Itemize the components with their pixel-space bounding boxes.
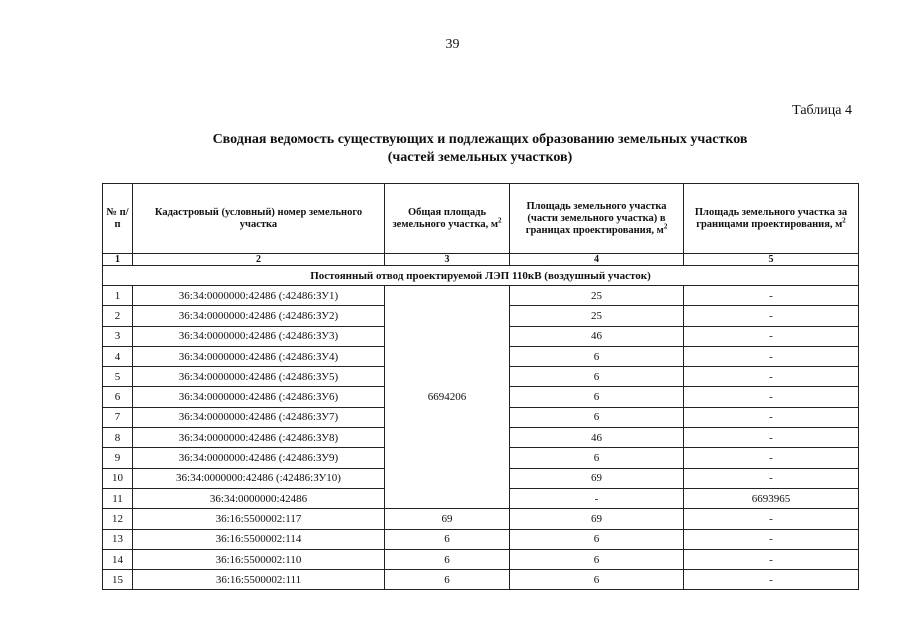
header-area-inside-text: Площадь земельного участка (части земельного участка) в границах проектирования, м <box>525 200 667 236</box>
cadastral-number: 36:34:0000000:42486 (:42486:ЗУ8) <box>133 428 385 448</box>
cadastral-number: 36:16:5500002:114 <box>133 529 385 549</box>
area-outside: - <box>684 326 859 346</box>
row-index: 14 <box>103 549 133 569</box>
row-index: 11 <box>103 488 133 508</box>
area-outside: - <box>684 570 859 590</box>
area-inside: 6 <box>510 387 684 407</box>
document-title <box>60 131 900 167</box>
row-index: 12 <box>103 509 133 529</box>
row-index: 15 <box>103 570 133 590</box>
area-outside: - <box>684 468 859 488</box>
area-outside: - <box>684 346 859 366</box>
table-row <box>103 286 859 306</box>
area-outside: - <box>684 509 859 529</box>
area-inside: 6 <box>510 346 684 366</box>
area-outside: - <box>684 387 859 407</box>
cadastral-number: 36:34:0000000:42486 (:42486:ЗУ7) <box>133 407 385 427</box>
cadastral-number: 36:34:0000000:42486 (:42486:ЗУ3) <box>133 326 385 346</box>
area-inside: 25 <box>510 286 684 306</box>
title-line-1: Сводная ведомость существующих и подлежащих образованию земельных участков <box>212 132 748 147</box>
header-index: № п/п <box>103 184 133 254</box>
cadastral-number: 36:34:0000000:42486 (:42486:ЗУ4) <box>133 346 385 366</box>
header-total-area-sup: 2 <box>498 216 502 224</box>
row-index: 13 <box>103 529 133 549</box>
title-line-2: (частей земельных участков) <box>387 150 573 165</box>
row-index: 9 <box>103 448 133 468</box>
page-number: 39 <box>445 37 460 52</box>
area-inside: 6 <box>510 367 684 387</box>
merged-total-area: 6694206 <box>385 286 510 509</box>
row-index: 2 <box>103 306 133 326</box>
total-area: 6 <box>385 529 510 549</box>
row-index: 6 <box>103 387 133 407</box>
area-inside: 69 <box>510 468 684 488</box>
cadastral-number: 36:34:0000000:42486 <box>133 488 385 508</box>
area-outside: - <box>684 448 859 468</box>
column-number: 5 <box>684 254 859 266</box>
cadastral-number: 36:34:0000000:42486 (:42486:ЗУ6) <box>133 387 385 407</box>
cadastral-number: 36:16:5500002:117 <box>133 509 385 529</box>
area-outside: - <box>684 549 859 569</box>
table-row <box>103 570 859 590</box>
cadastral-number: 36:34:0000000:42486 (:42486:ЗУ9) <box>133 448 385 468</box>
table-row <box>103 529 859 549</box>
table-label: Таблица 4 <box>792 103 852 118</box>
land-plots-table <box>102 183 859 590</box>
area-inside: 69 <box>510 509 684 529</box>
area-outside: - <box>684 407 859 427</box>
header-area-inside <box>510 184 684 254</box>
area-inside: 6 <box>510 570 684 590</box>
row-index: 8 <box>103 428 133 448</box>
row-index: 7 <box>103 407 133 427</box>
table-row <box>103 509 859 529</box>
row-index: 3 <box>103 326 133 346</box>
area-inside: 46 <box>510 428 684 448</box>
area-outside: - <box>684 286 859 306</box>
header-area-inside-sup: 2 <box>663 222 668 230</box>
cadastral-number: 36:16:5500002:110 <box>133 549 385 569</box>
header-total-area <box>385 184 510 254</box>
column-number: 4 <box>510 254 684 266</box>
area-inside: 6 <box>510 407 684 427</box>
cadastral-number: 36:34:0000000:42486 (:42486:ЗУ2) <box>133 306 385 326</box>
area-inside: 25 <box>510 306 684 326</box>
cadastral-number: 36:34:0000000:42486 (:42486:ЗУ1) <box>133 286 385 306</box>
area-inside: 6 <box>510 529 684 549</box>
area-outside: - <box>684 529 859 549</box>
cadastral-number: 36:34:0000000:42486 (:42486:ЗУ10) <box>133 468 385 488</box>
column-number: 1 <box>103 254 133 266</box>
area-outside: - <box>684 367 859 387</box>
total-area: 6 <box>385 549 510 569</box>
header-cadastral-number: Кадастровый (условный) номер земельного участка <box>133 184 385 254</box>
table-row <box>103 549 859 569</box>
total-area: 6 <box>385 570 510 590</box>
row-index: 4 <box>103 346 133 366</box>
column-number: 3 <box>385 254 510 266</box>
area-inside: 6 <box>510 549 684 569</box>
header-row <box>103 184 859 254</box>
section-title: Постоянный отвод проектируемой ЛЭП 110кВ (воздушный участок) <box>103 266 859 286</box>
column-number-row <box>103 254 859 266</box>
section-header-row <box>103 266 859 286</box>
total-area: 69 <box>385 509 510 529</box>
row-index: 1 <box>103 286 133 306</box>
area-inside: 6 <box>510 448 684 468</box>
header-area-outside-text: Площадь земельного участка за границами проектирования, м <box>694 206 848 230</box>
area-inside: 46 <box>510 326 684 346</box>
column-number: 2 <box>133 254 385 266</box>
header-area-outside <box>684 184 859 254</box>
header-area-outside-sup: 2 <box>842 216 846 224</box>
area-outside: - <box>684 306 859 326</box>
area-outside: 6693965 <box>684 488 859 508</box>
area-inside: - <box>510 488 684 508</box>
row-index: 5 <box>103 367 133 387</box>
area-outside: - <box>684 428 859 448</box>
cadastral-number: 36:34:0000000:42486 (:42486:ЗУ5) <box>133 367 385 387</box>
cadastral-number: 36:16:5500002:111 <box>133 570 385 590</box>
header-total-area-text: Общая площадь земельного участка, м <box>392 206 499 230</box>
row-index: 10 <box>103 468 133 488</box>
